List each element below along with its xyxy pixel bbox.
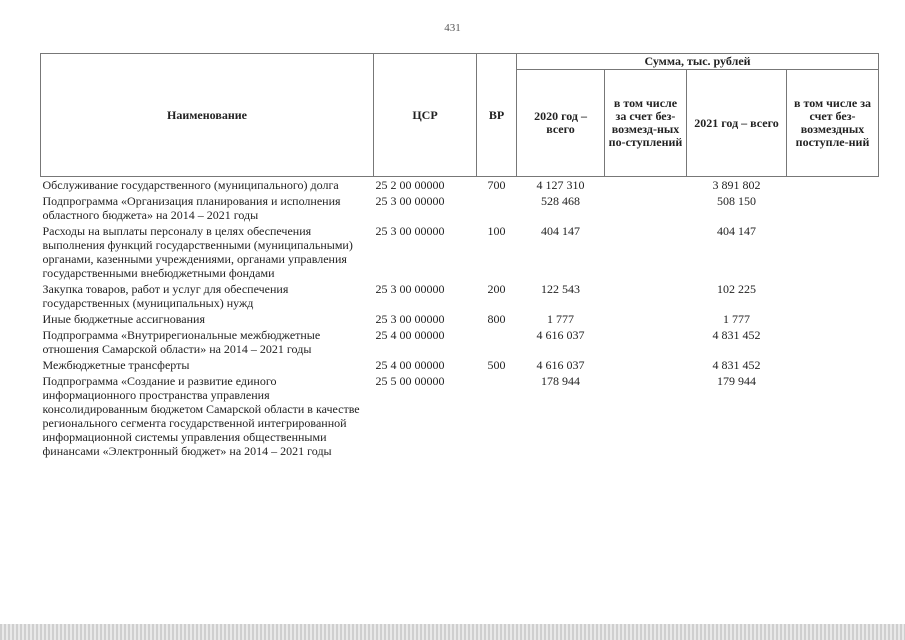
row-2021-gratuitous <box>787 177 879 194</box>
table-row <box>41 373 879 459</box>
table-row <box>41 223 879 281</box>
row-vr <box>477 373 517 459</box>
header-2020-total: 2020 год – всего <box>517 70 605 177</box>
row-2021-total: 404 147 <box>717 224 756 238</box>
row-2021-total: 4 831 452 <box>712 358 761 372</box>
header-2020-gratuitous: в том числе за счет без-возмезд-ных по-ступлений <box>605 70 687 177</box>
row-2020-total: 4 616 037 <box>536 358 585 372</box>
row-name: Подпрограмма «Создание и развитие единого информационного пространства управления консолидированным бюджетом Самарской области в качестве регионального сегмента государственной интегрированной информационной системы управления общественными финансами «Электронный бюджет» на 2014 – 2021 годы <box>42 374 360 458</box>
row-2021-total: 4 831 452 <box>712 328 761 342</box>
row-vr: 100 <box>487 224 506 238</box>
row-2020-gratuitous <box>605 177 687 194</box>
row-2020-total: 4 127 310 <box>536 178 585 192</box>
row-2020-gratuitous <box>605 281 687 311</box>
row-vr: 700 <box>487 178 506 192</box>
page-number: 431 <box>444 22 461 34</box>
row-csr: 25 4 00 00000 <box>375 358 445 372</box>
budget-table <box>40 53 879 459</box>
row-vr <box>477 327 517 357</box>
row-csr: 25 3 00 00000 <box>375 282 445 296</box>
row-2020-gratuitous <box>605 223 687 281</box>
row-2021-total: 508 150 <box>717 194 756 208</box>
table-body <box>41 177 879 460</box>
row-2020-total: 404 147 <box>541 224 580 238</box>
row-2020-gratuitous <box>605 193 687 223</box>
header-vr: ВР <box>477 54 517 177</box>
row-name: Расходы на выплаты персоналу в целях обеспечения выполнения функций государственными (муниципальными) органами, казенными учреждениями, органами управления государственными внебюджетными фондами <box>42 224 353 280</box>
table-row <box>41 193 879 223</box>
row-csr: 25 3 00 00000 <box>375 194 445 208</box>
row-vr <box>477 193 517 223</box>
row-name: Закупка товаров, работ и услуг для обеспечения государственных (муниципальных) нужд <box>42 282 289 310</box>
header-csr: ЦСР <box>374 54 477 177</box>
row-2020-gratuitous <box>605 373 687 459</box>
row-2020-total: 528 468 <box>541 194 580 208</box>
row-csr: 25 5 00 00000 <box>375 374 445 388</box>
row-2021-gratuitous <box>787 373 879 459</box>
row-csr: 25 3 00 00000 <box>375 312 445 326</box>
row-2020-total: 122 543 <box>541 282 580 296</box>
table-row <box>41 327 879 357</box>
row-2020-gratuitous <box>605 311 687 327</box>
row-2021-total: 102 225 <box>717 282 756 296</box>
row-2020-total: 1 777 <box>547 312 574 326</box>
row-name: Иные бюджетные ассигнования <box>42 312 205 326</box>
row-vr: 500 <box>487 358 506 372</box>
table-row <box>41 177 879 194</box>
table-header <box>41 54 879 177</box>
row-2020-total: 4 616 037 <box>536 328 585 342</box>
row-name: Обслуживание государственного (муниципального) долга <box>42 178 339 192</box>
row-vr: 800 <box>487 312 506 326</box>
row-2020-gratuitous <box>605 357 687 373</box>
row-vr: 200 <box>487 282 506 296</box>
row-2021-gratuitous <box>787 327 879 357</box>
row-csr: 25 2 00 00000 <box>375 178 445 192</box>
row-2021-total: 1 777 <box>723 312 750 326</box>
row-2020-gratuitous <box>605 327 687 357</box>
header-sum-group: Сумма, тыс. рублей <box>517 54 879 70</box>
table-row <box>41 357 879 373</box>
row-2021-gratuitous <box>787 223 879 281</box>
row-name: Подпрограмма «Внутрирегиональные межбюджетные отношения Самарской области» на 2014 – 2021 годы <box>42 328 321 356</box>
header-2021-gratuitous: в том числе за счет без-возмездных поступле-ний <box>787 70 879 177</box>
row-2021-total: 179 944 <box>717 374 756 388</box>
row-2021-total: 3 891 802 <box>712 178 761 192</box>
row-2021-gratuitous <box>787 311 879 327</box>
row-2021-gratuitous <box>787 357 879 373</box>
scan-edge-noise <box>0 624 905 640</box>
row-2021-gratuitous <box>787 281 879 311</box>
row-name: Подпрограмма «Организация планирования и исполнения областного бюджета» на 2014 – 2021 годы <box>42 194 341 222</box>
row-csr: 25 4 00 00000 <box>375 328 445 342</box>
row-name: Межбюджетные трансферты <box>42 358 190 372</box>
row-2020-total: 178 944 <box>541 374 580 388</box>
row-csr: 25 3 00 00000 <box>375 224 445 238</box>
table-row <box>41 311 879 327</box>
row-2021-gratuitous <box>787 193 879 223</box>
header-name: Наименование <box>41 54 374 177</box>
table-row <box>41 281 879 311</box>
header-2021-total: 2021 год – всего <box>687 70 787 177</box>
